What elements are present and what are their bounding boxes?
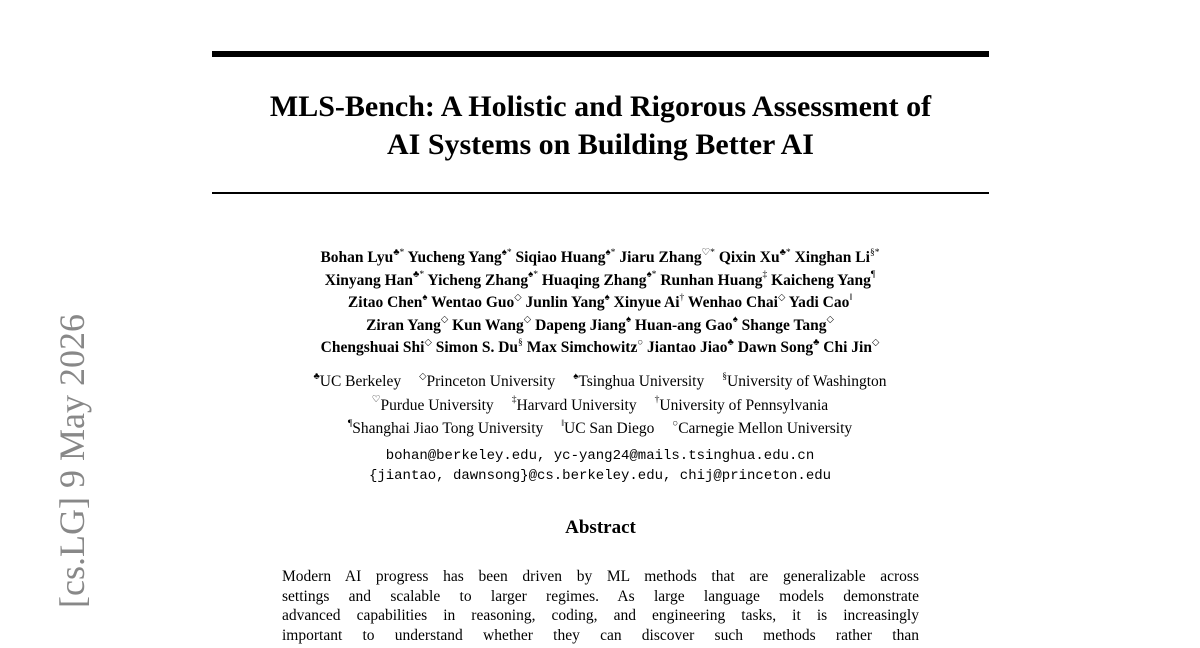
affiliation-name: UC San Diego bbox=[564, 420, 655, 437]
author bbox=[619, 246, 715, 266]
author bbox=[687, 291, 786, 311]
author-name: Dapeng Jiang bbox=[535, 316, 626, 334]
author-affiliation-mark: ◇ bbox=[871, 336, 880, 348]
author-affiliation-mark: ♠* bbox=[646, 269, 657, 281]
affiliation-name: Tsinghua University bbox=[578, 373, 705, 390]
author-name: Ziran Yang bbox=[366, 316, 441, 334]
author-name: Runhan Huang bbox=[660, 271, 763, 289]
author bbox=[634, 314, 738, 334]
author-affiliation-mark: ♠* bbox=[605, 246, 616, 258]
author-name: Chengshuai Shi bbox=[320, 339, 425, 356]
author-affiliation-mark: ◇ bbox=[514, 291, 522, 303]
abstract-heading: Abstract bbox=[565, 517, 636, 538]
author bbox=[526, 336, 644, 356]
email-line: {jiantao, dawnsong}@cs.berkeley.edu, chij@princeton.edu bbox=[368, 468, 832, 484]
author-affiliation-mark: ◇ bbox=[440, 314, 449, 326]
title-rule bbox=[212, 192, 989, 194]
author-affiliation-mark: ♣ bbox=[813, 336, 820, 348]
author bbox=[515, 246, 616, 266]
top-rule bbox=[212, 51, 989, 57]
affiliation-line bbox=[200, 370, 1000, 394]
author-name: Huaqing Zhang bbox=[541, 271, 647, 289]
affiliation-mark: ♡ bbox=[371, 394, 381, 406]
author bbox=[771, 269, 876, 289]
title-line: MLS-Bench: A Holistic and Rigorous Assessment of bbox=[269, 90, 932, 123]
author-line bbox=[200, 337, 1000, 360]
author-name: Yadi Cao bbox=[788, 294, 850, 311]
author-name: Dawn Song bbox=[737, 339, 814, 356]
affiliation bbox=[672, 417, 853, 437]
affiliation-mark: † bbox=[654, 394, 660, 406]
affiliation-name: University of Washington bbox=[727, 373, 887, 390]
author bbox=[525, 291, 610, 311]
author-affiliation-mark: ¶ bbox=[870, 269, 876, 281]
affiliation-mark: ○ bbox=[672, 417, 679, 429]
author-line bbox=[200, 315, 1000, 338]
author-name: Wenhao Chai bbox=[687, 294, 778, 311]
author bbox=[647, 336, 734, 356]
author-affiliation-mark: ♡* bbox=[701, 246, 715, 258]
author bbox=[794, 246, 880, 266]
author-name: Xinyang Han bbox=[324, 271, 414, 289]
affiliation-name: University of Pennsylvania bbox=[659, 396, 829, 414]
author-name: Kun Wang bbox=[452, 316, 524, 334]
author bbox=[324, 269, 425, 289]
author-name: Junlin Yang bbox=[525, 294, 605, 311]
abstract-line: important to understand whether they can discover such methods rather than bbox=[282, 626, 919, 644]
author bbox=[366, 314, 449, 334]
author bbox=[427, 269, 538, 289]
author-affiliation-mark: ◇ bbox=[523, 314, 532, 326]
affiliation-mark: ‖ bbox=[561, 417, 564, 429]
author-name: Huan-ang Gao bbox=[634, 316, 733, 334]
affiliation bbox=[654, 394, 829, 414]
author-affiliation-mark: ♣* bbox=[393, 246, 405, 258]
author-name: Jiantao Jiao bbox=[647, 339, 728, 356]
affiliation-name: Purdue University bbox=[380, 396, 494, 414]
author-affiliation-mark: ♣* bbox=[413, 269, 425, 281]
paper-title bbox=[212, 88, 989, 164]
affiliation bbox=[561, 417, 655, 437]
author bbox=[613, 291, 685, 311]
affiliation bbox=[511, 394, 637, 414]
author-name: Qixin Xu bbox=[718, 249, 780, 266]
affiliation-mark: ♣ bbox=[313, 370, 320, 382]
author-affiliation-mark: ♠* bbox=[501, 246, 512, 258]
arxiv-identifier-stamp: [cs.LG] 9 May 2026 bbox=[52, 314, 92, 608]
author-name: Shange Tang bbox=[741, 316, 827, 334]
author-affiliation-mark: ♠ bbox=[604, 291, 610, 303]
affiliation bbox=[313, 370, 402, 390]
author-line bbox=[200, 270, 1000, 293]
affiliation bbox=[371, 394, 494, 414]
author-name: Wentao Guo bbox=[431, 294, 515, 311]
affiliation-name: UC Berkeley bbox=[319, 373, 402, 390]
author-affiliation-mark: ◇ bbox=[826, 314, 834, 326]
author-affiliation-mark: ‡ bbox=[762, 269, 768, 281]
email-line: bohan@berkeley.edu, yc-yang24@mails.tsinghua.edu.cn bbox=[385, 448, 815, 464]
author-affiliation-mark: §* bbox=[869, 246, 880, 258]
author-affiliation-mark: ‖ bbox=[849, 291, 853, 303]
author-name: Xinyue Ai bbox=[613, 294, 680, 311]
affiliation bbox=[347, 417, 544, 437]
author bbox=[718, 246, 791, 266]
affiliation-line bbox=[200, 417, 1000, 441]
author-name: Bohan Lyu bbox=[320, 249, 394, 266]
email-list bbox=[200, 446, 1000, 486]
author-affiliation-mark: ♠ bbox=[625, 314, 632, 326]
author-affiliation-mark: ♣ bbox=[727, 336, 734, 348]
author bbox=[535, 314, 632, 334]
author bbox=[431, 291, 522, 311]
author-affiliation-mark: § bbox=[518, 336, 523, 348]
affiliation bbox=[573, 370, 705, 390]
author-name: Kaicheng Yang bbox=[771, 271, 871, 289]
title-line: AI Systems on Building Better AI bbox=[386, 128, 814, 161]
affiliation bbox=[419, 370, 556, 390]
author bbox=[347, 291, 428, 311]
author-name: Chi Jin bbox=[823, 339, 872, 356]
author-name: Jiaru Zhang bbox=[619, 249, 702, 266]
author-name: Yicheng Zhang bbox=[427, 271, 529, 289]
affiliation-mark: ♠ bbox=[573, 370, 579, 382]
author bbox=[435, 336, 523, 356]
affiliation-list bbox=[200, 370, 1000, 441]
author-name: Simon S. Du bbox=[435, 339, 519, 356]
author bbox=[737, 336, 820, 356]
author-name: Zitao Chen bbox=[347, 294, 423, 311]
author-affiliation-mark: ♠ bbox=[422, 291, 428, 303]
affiliation bbox=[722, 370, 887, 390]
author-affiliation-mark: ♠ bbox=[732, 314, 738, 326]
abstract-line: Modern AI progress has been driven by ML methods that are generalizable across bbox=[282, 568, 919, 585]
author-affiliation-mark: ♣* bbox=[779, 246, 791, 258]
affiliation-name: Harvard University bbox=[516, 396, 637, 414]
affiliation-name: Shanghai Jiao Tong University bbox=[352, 420, 544, 437]
author-affiliation-mark: ♠* bbox=[528, 269, 538, 281]
affiliation-name: Carnegie Mellon University bbox=[678, 420, 853, 437]
author-affiliation-mark: ○ bbox=[637, 336, 644, 348]
affiliation-name: Princeton University bbox=[426, 373, 556, 390]
affiliation-mark: ‡ bbox=[511, 394, 517, 406]
author bbox=[823, 336, 880, 356]
author bbox=[407, 246, 512, 266]
author-line bbox=[200, 292, 1000, 315]
author-name: Yucheng Yang bbox=[407, 249, 502, 266]
affiliation-mark: § bbox=[722, 370, 728, 382]
affiliation-mark: ¶ bbox=[347, 417, 353, 429]
author bbox=[320, 246, 405, 266]
author-affiliation-mark: † bbox=[679, 291, 685, 303]
affiliation-line bbox=[200, 394, 1000, 418]
author bbox=[788, 291, 853, 311]
affiliation-mark: ◇ bbox=[419, 370, 427, 382]
author bbox=[660, 269, 768, 289]
author-affiliation-mark: ◇ bbox=[424, 336, 432, 348]
abstract-line: advanced capabilities in reasoning, coding, and engineering tasks, it is increasingly bbox=[282, 607, 919, 624]
author bbox=[452, 314, 532, 334]
author-name: Siqiao Huang bbox=[515, 249, 606, 266]
author bbox=[541, 269, 657, 289]
author-list bbox=[200, 247, 1000, 360]
abstract-body bbox=[282, 567, 919, 645]
author-line bbox=[200, 247, 1000, 270]
abstract-line: settings and scalable to larger regimes. As large language models demonstrate bbox=[282, 587, 919, 605]
author-name: Xinghan Li bbox=[794, 249, 870, 266]
author-affiliation-mark: ◇ bbox=[777, 291, 786, 303]
author bbox=[320, 336, 432, 356]
author-name: Max Simchowitz bbox=[526, 339, 638, 356]
author bbox=[741, 314, 834, 334]
